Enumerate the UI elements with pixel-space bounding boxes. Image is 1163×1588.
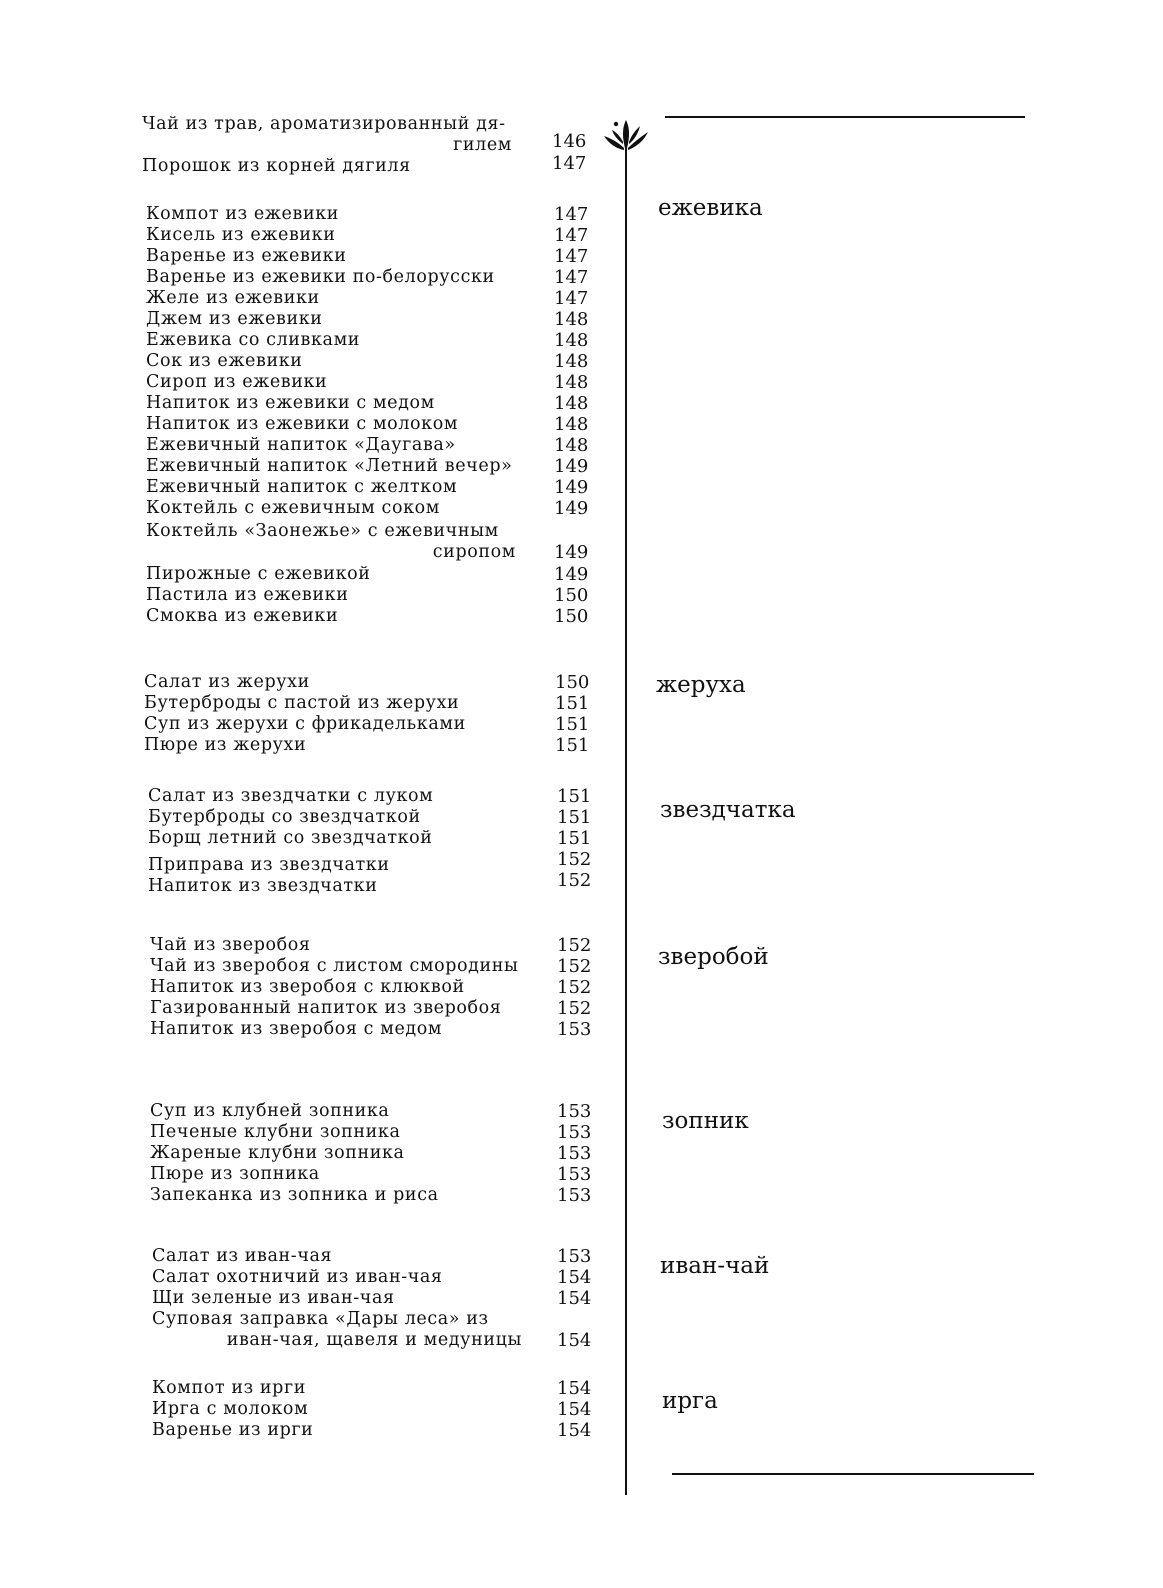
page-number: 153 — [557, 1246, 592, 1267]
index-entry — [146, 309, 516, 330]
entry-text: Смоква из ежевики — [146, 606, 339, 626]
index-entry — [150, 977, 520, 998]
page-number: 154 — [557, 1288, 592, 1309]
index-entry — [148, 855, 518, 876]
index-entry — [142, 114, 512, 156]
page-number: 153 — [557, 1019, 592, 1040]
index-entry — [150, 1185, 520, 1206]
page-number: 152 — [557, 956, 592, 977]
page-number: 150 — [554, 606, 589, 627]
page-number: 154 — [557, 1420, 592, 1441]
index-entry — [148, 807, 518, 828]
page-number: 147 — [554, 225, 589, 246]
entry-text: Суп из клубней зопника — [150, 1101, 390, 1121]
vertical-divider — [625, 148, 627, 1495]
entry-text: Компот из ежевики — [146, 204, 340, 224]
entry-text: Чай из трав, ароматизированный дя- — [142, 114, 506, 134]
entry-text: Напиток из звездчатки — [148, 876, 378, 896]
page-number: 148 — [554, 393, 589, 414]
index-entry — [152, 1246, 522, 1267]
entry-text: Напиток из ежевики с молоком — [146, 414, 459, 434]
entry-text: Пирожные с ежевикой — [146, 564, 371, 584]
page-number: 152 — [557, 849, 592, 870]
index-entry — [150, 998, 520, 1019]
page-number: 148 — [554, 372, 589, 393]
page-number: 149 — [554, 477, 589, 498]
entry-text: Газированный напиток из зверобоя — [150, 998, 502, 1018]
page-number: 151 — [555, 714, 590, 735]
entry-text: Приправа из звездчатки — [148, 855, 390, 875]
index-entry — [152, 1309, 522, 1351]
entry-continuation: сиропом — [432, 542, 516, 562]
entry-text: Ежевичный напиток с желтком — [146, 477, 458, 497]
page-number: 151 — [557, 828, 592, 849]
index-entry — [146, 456, 516, 477]
section-heading: зопник — [662, 1108, 749, 1134]
index-entry — [150, 956, 520, 977]
index-entry — [150, 1164, 520, 1185]
entry-text: Запеканка из зопника и риса — [150, 1185, 439, 1205]
entry-text: Щи зеленые из иван-чая — [152, 1288, 395, 1308]
index-entry — [148, 786, 518, 807]
index-entry — [146, 372, 516, 393]
index-entry — [146, 393, 516, 414]
index-entry — [144, 735, 514, 756]
page-number: 154 — [557, 1378, 592, 1399]
index-entry — [152, 1378, 522, 1399]
entry-text: Компот из ирги — [152, 1378, 307, 1398]
entry-text: Бутерброды с пастой из жерухи — [144, 693, 460, 713]
page-number: 148 — [554, 414, 589, 435]
entry-text: Ежевика со сливками — [146, 330, 361, 350]
page-number: 150 — [554, 585, 589, 606]
page-number: 152 — [557, 998, 592, 1019]
index-entry — [146, 267, 516, 288]
page-number: 153 — [557, 1164, 592, 1185]
page-number: 147 — [554, 246, 589, 267]
index-entry — [152, 1288, 522, 1309]
page-number: 148 — [554, 309, 589, 330]
entry-text: Порошок из корней дягиля — [142, 156, 411, 176]
page-number: 151 — [557, 786, 592, 807]
page-number: 149 — [554, 498, 589, 519]
top-rule — [665, 116, 1025, 118]
index-entry — [150, 935, 520, 956]
entry-text: Коктейль с ежевичным соком — [146, 498, 440, 518]
entry-text: Ежевичный напиток «Даугава» — [146, 435, 456, 455]
page-number: 148 — [554, 330, 589, 351]
entry-text: Пюре из жерухи — [144, 735, 307, 755]
page-number: 154 — [557, 1330, 592, 1351]
page-number: 148 — [554, 435, 589, 456]
entry-continuation: гилем — [453, 135, 512, 155]
index-entry — [146, 246, 516, 267]
entry-text: Борщ летний со звездчаткой — [148, 828, 433, 848]
index-entry — [146, 521, 516, 563]
page-number: 152 — [557, 870, 592, 891]
page-number: 154 — [557, 1267, 592, 1288]
index-entry — [146, 414, 516, 435]
entry-text: Желе из ежевики — [146, 288, 320, 308]
index-entry — [148, 828, 518, 849]
page-number: 153 — [557, 1122, 592, 1143]
entry-text: Чай из зверобоя — [150, 935, 311, 955]
index-entry — [146, 435, 516, 456]
section-heading: ежевика — [658, 195, 763, 221]
page-number: 147 — [554, 267, 589, 288]
entry-text: Салат из звездчатки с луком — [148, 786, 434, 806]
entry-text: Напиток из зверобоя с медом — [150, 1019, 443, 1039]
entry-text: Суповая заправка «Дары леса» из — [152, 1309, 489, 1329]
page-number: 149 — [554, 456, 589, 477]
entry-text: Напиток из ежевики с медом — [146, 393, 435, 413]
index-entry — [142, 156, 512, 177]
page-number: 153 — [557, 1185, 592, 1206]
entry-text: Ирга с молоком — [152, 1399, 309, 1419]
page-number: 149 — [554, 564, 589, 585]
index-entry — [146, 225, 516, 246]
index-entry — [146, 204, 516, 225]
index-entry — [152, 1267, 522, 1288]
entry-text: Ежевичный напиток «Летний вечер» — [146, 456, 513, 476]
page-number: 149 — [554, 542, 589, 563]
entry-text: Жареные клубни зопника — [150, 1143, 405, 1163]
index-entry — [146, 498, 516, 519]
entry-text: Суп из жерухи с фрикадельками — [144, 714, 466, 734]
entry-text: Пюре из зопника — [150, 1164, 320, 1184]
entry-text: Кисель из ежевики — [146, 225, 336, 245]
section-heading: жеруха — [656, 672, 746, 698]
page-number: 146 — [552, 131, 587, 152]
entry-text: Салат охотничий из иван-чая — [152, 1267, 443, 1287]
index-entry — [150, 1143, 520, 1164]
entry-text: Варенье из ежевики по-белорусски — [146, 267, 495, 287]
index-entry — [144, 693, 514, 714]
index-entry — [146, 564, 516, 585]
page-number: 151 — [555, 735, 590, 756]
page-number: 151 — [555, 693, 590, 714]
index-entry — [144, 672, 514, 693]
page-number: 151 — [557, 807, 592, 828]
index-entry — [146, 288, 516, 309]
page-number: 153 — [557, 1143, 592, 1164]
entry-text: Сок из ежевики — [146, 351, 303, 371]
bottom-rule — [672, 1473, 1034, 1475]
index-entry — [146, 477, 516, 498]
page-number: 154 — [557, 1399, 592, 1420]
entry-continuation: иван-чая, щавеля и медуницы — [226, 1330, 522, 1350]
entry-text: Сироп из ежевики — [146, 372, 328, 392]
index-entry — [146, 606, 516, 627]
index-entry — [148, 876, 518, 897]
entry-text: Варенье из ежевики — [146, 246, 347, 266]
entry-text: Салат из иван-чая — [152, 1246, 333, 1266]
page-number: 152 — [557, 977, 592, 998]
index-entry — [152, 1420, 522, 1441]
page-number: 153 — [557, 1101, 592, 1122]
entry-text: Печеные клубни зопника — [150, 1122, 401, 1142]
index-entry — [146, 585, 516, 606]
section-heading: звездчатка — [660, 797, 796, 823]
entry-text: Джем из ежевики — [146, 309, 323, 329]
entry-text: Коктейль «Заонежье» с ежевичным — [146, 521, 499, 541]
entry-text: Бутерброды со звездчаткой — [148, 807, 421, 827]
section-heading: ирга — [662, 1388, 718, 1414]
index-entry — [146, 351, 516, 372]
page-number: 152 — [557, 935, 592, 956]
page-number: 148 — [554, 351, 589, 372]
entry-text: Пастила из ежевики — [146, 585, 349, 605]
entry-text: Чай из зверобоя с листом смородины — [150, 956, 519, 976]
index-entry — [144, 714, 514, 735]
index-entry — [150, 1122, 520, 1143]
index-entry — [150, 1019, 520, 1040]
page-number: 150 — [555, 672, 590, 693]
index-entry — [152, 1399, 522, 1420]
entry-text: Варенье из ирги — [152, 1420, 314, 1440]
page-number: 147 — [554, 204, 589, 225]
page-number: 147 — [552, 153, 587, 174]
section-heading: зверобой — [658, 944, 769, 970]
page-number: 147 — [554, 288, 589, 309]
index-entry — [146, 330, 516, 351]
section-heading: иван-чай — [660, 1253, 770, 1279]
entry-text: Напиток из зверобоя с клюквой — [150, 977, 465, 997]
index-entry — [150, 1101, 520, 1122]
entry-text: Салат из жерухи — [144, 672, 310, 692]
